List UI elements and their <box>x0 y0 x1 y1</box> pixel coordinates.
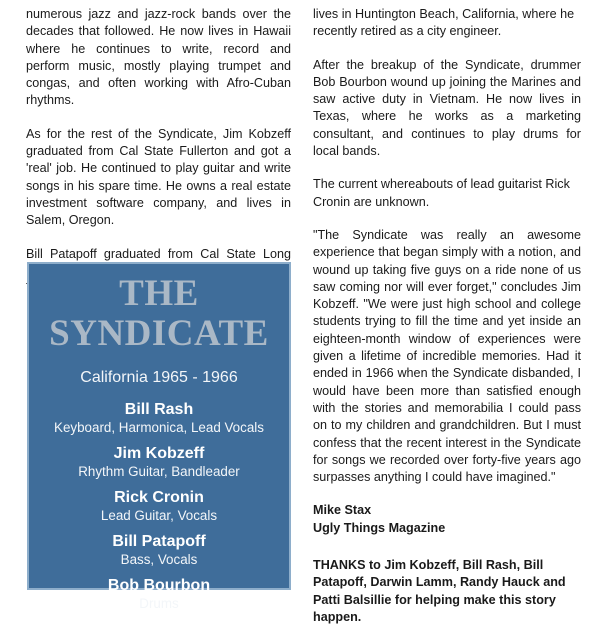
member-role: Keyboard, Harmonica, Lead Vocals <box>54 420 264 435</box>
member-role: Lead Guitar, Vocals <box>100 508 218 523</box>
band-title: THE SYNDICATE <box>49 273 269 354</box>
right-text-column <box>313 6 581 642</box>
band-lineup-box <box>27 262 291 611</box>
member-name: Jim Kobzeff <box>113 445 205 462</box>
signature-publication: Ugly Things Magazine <box>313 520 446 535</box>
thanks-note: THANKS to Jim Kobzeff, Bill Rash, Bill Patapoff, Darwin Lamm, Randy Hauck and Patti Balsillie for helping make this story happen. <box>313 558 566 624</box>
paragraph-rest-of-syndicate: As for the rest of the Syndicate, Jim Kobzeff graduated from Cal State Fullerton and got a 'real' job. He continued to play guitar and write songs in his spare time. He owns a real estate investment software company, and lives in Salem, Oregon. <box>26 126 291 228</box>
member-name: Bill Patapoff <box>112 533 206 550</box>
member-entry <box>29 488 289 524</box>
paragraph-rick-cronin: The current whereabouts of lead guitarist Rick Cronin are unknown. <box>313 177 570 209</box>
member-entry <box>29 576 289 612</box>
paragraph-bob-bourbon: After the breakup of the Syndicate, drummer Bob Bourbon wound up joining the Marines and saw active duty in Vietnam. He now lives in Texas, where he works as a marketing consultant, and continues to play drums for local bands. <box>313 57 581 159</box>
paragraph-patapoff-continued: lives in Huntington Beach, California, where he recently retired as a city engineer. <box>313 7 575 39</box>
paragraph-bill-rash-career: numerous jazz and jazz-rock bands over the decades that followed. He now lives in Hawaii where he continues to write, record and perform music, mostly playing trumpet and congas, and often working with Afro-Cuban rhythms. <box>26 7 291 108</box>
member-name: Bill Rash <box>124 401 194 418</box>
quote-jim-kobzeff: "The Syndicate was really an awesome experience that began simply with a notion, and wound up taking five guys on a ride none of us saw coming nor will ever forget," concludes Jim Kobzeff. "We were just high school and college students trying to fill the time and yet inside an eighteen-month window of experiences were given a lifetime of incredible memories. Had it ended in 1966 when the Syndicate disbanded, I would have been more than satisfied enough with the stories and memorabilia I could pass on to my children and grandchildren. But I must confess that the recent interest in the Syndicate for songs we recorded over forty-five years ago surpasses anything I could have imagined." <box>313 227 581 485</box>
band-years: California 1965 - 1966 <box>80 369 238 386</box>
paragraph-bill-patapoff: Bill Patapoff graduated from Cal State Long <box>26 246 291 261</box>
signature <box>313 502 581 537</box>
signature-author: Mike Stax <box>313 503 372 518</box>
member-role: Rhythm Guitar, Bandleader <box>78 464 240 479</box>
member-entry <box>29 400 289 436</box>
member-list <box>29 400 289 612</box>
member-role: Bass, Vocals <box>120 552 198 567</box>
member-entry <box>29 532 289 568</box>
member-name: Bob Bourbon <box>107 577 211 594</box>
member-entry <box>29 444 289 480</box>
member-role: Drums <box>139 596 179 611</box>
member-name: Rick Cronin <box>114 489 204 506</box>
